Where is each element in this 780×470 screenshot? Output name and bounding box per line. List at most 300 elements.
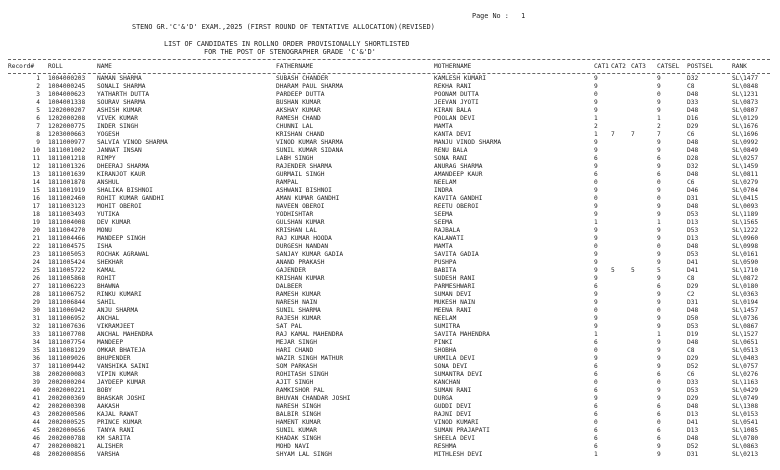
table-row bbox=[0, 227, 780, 235]
catsel-cell: 9 bbox=[657, 347, 661, 354]
fathername-cell: AJIT SINGH bbox=[276, 379, 314, 386]
table-row bbox=[0, 355, 780, 363]
cat1-cell: 6 bbox=[594, 427, 598, 434]
record-cell: 48 bbox=[32, 451, 40, 458]
mothername-cell: KANTA DEVI bbox=[434, 131, 472, 138]
cat1-cell: 2 bbox=[594, 123, 598, 130]
postsel-cell: D48 bbox=[687, 203, 699, 210]
postsel-cell: D48 bbox=[687, 171, 699, 178]
table-row bbox=[0, 363, 780, 371]
mothername-cell: SUMITRA bbox=[434, 323, 461, 330]
fathername-cell: SAT PAL bbox=[276, 323, 303, 330]
catsel-cell: 9 bbox=[657, 83, 661, 90]
table-row bbox=[0, 267, 780, 275]
name-cell: DHEERAJ SHARMA bbox=[97, 163, 150, 170]
roll-cell: 1811005722 bbox=[48, 267, 86, 274]
postsel-cell: D13 bbox=[687, 427, 699, 434]
name-cell: ROHIT bbox=[97, 275, 116, 282]
catsel-cell: 0 bbox=[657, 91, 661, 98]
fathername-cell: VINOD KUMAR SHARMA bbox=[276, 139, 344, 146]
fathername-cell: MEJAR SINGH bbox=[276, 339, 317, 346]
fathername-cell: SUBASH CHANDER bbox=[276, 75, 329, 82]
postsel-cell: D53 bbox=[687, 227, 699, 234]
record-cell: 17 bbox=[32, 203, 40, 210]
fathername-cell: DALBEER bbox=[276, 283, 303, 290]
postsel-cell: D41 bbox=[687, 259, 699, 266]
name-cell: MONU bbox=[97, 227, 112, 234]
postsel-cell: C8 bbox=[687, 83, 695, 90]
mothername-cell: SUMAN DEVI bbox=[434, 291, 472, 298]
table-row bbox=[0, 115, 780, 123]
cat1-cell: 0 bbox=[594, 379, 598, 386]
rank-cell: SL\0513 bbox=[732, 347, 759, 354]
fathername-cell: NAVEEN OBEROI bbox=[276, 203, 325, 210]
cat3-cell: 7 bbox=[631, 131, 635, 138]
rank-cell: SL\1085 bbox=[732, 427, 759, 434]
postsel-cell: D31 bbox=[687, 195, 699, 202]
roll-cell: 1811004466 bbox=[48, 235, 86, 242]
cat1-cell: 9 bbox=[594, 227, 598, 234]
catsel-cell: 0 bbox=[657, 379, 661, 386]
catsel-cell: 6 bbox=[657, 155, 661, 162]
cat2-cell: 7 bbox=[611, 131, 615, 138]
catsel-cell: 9 bbox=[657, 107, 661, 114]
fathername-cell: NARESH NAIN bbox=[276, 299, 317, 306]
fathername-cell: GAJENDER bbox=[276, 267, 306, 274]
catsel-cell: 9 bbox=[657, 211, 661, 218]
rank-cell: SL\0194 bbox=[732, 299, 759, 306]
postsel-cell: D29 bbox=[687, 123, 699, 130]
post-subtitle: FOR THE POST OF STENOGRAPHER GRADE 'C'&'D' bbox=[204, 48, 376, 56]
rank-cell: SL\0363 bbox=[732, 291, 759, 298]
catsel-cell: 0 bbox=[657, 195, 661, 202]
name-cell: NAMAN SHARMA bbox=[97, 75, 142, 82]
record-cell: 2 bbox=[36, 83, 40, 90]
roll-cell: 1811006942 bbox=[48, 307, 86, 314]
cat1-cell: 9 bbox=[594, 259, 598, 266]
rank-cell: SL\0153 bbox=[732, 411, 759, 418]
name-cell: KAJAL RAWAT bbox=[97, 411, 138, 418]
catsel-cell: 9 bbox=[657, 187, 661, 194]
cat1-cell: 9 bbox=[594, 107, 598, 114]
cat1-cell: 9 bbox=[594, 235, 598, 242]
cat1-cell: 9 bbox=[594, 187, 598, 194]
rank-cell: SL\1527 bbox=[732, 331, 759, 338]
table-row bbox=[0, 235, 780, 243]
mothername-cell: KAVITA GANDHI bbox=[434, 195, 483, 202]
catsel-cell: 9 bbox=[657, 323, 661, 330]
name-cell: ROHIT KUMAR GANDHI bbox=[97, 195, 165, 202]
catsel-cell: 0 bbox=[657, 179, 661, 186]
roll-cell: 1811005053 bbox=[48, 251, 86, 258]
mothername-cell: SUMAN PRAJAPATI bbox=[434, 427, 490, 434]
fathername-cell: RAMKISHOR PAL bbox=[276, 387, 325, 394]
cat1-cell: 9 bbox=[594, 299, 598, 306]
postsel-cell: C6 bbox=[687, 371, 695, 378]
postsel-cell: D48 bbox=[687, 339, 699, 346]
roll-cell: 1811005424 bbox=[48, 259, 86, 266]
mothername-cell: SHEELA DEVI bbox=[434, 435, 475, 442]
name-cell: VIKRAMJEET bbox=[97, 323, 135, 330]
fathername-cell: DURGESH NANDAN bbox=[276, 243, 329, 250]
postsel-cell: D31 bbox=[687, 299, 699, 306]
record-cell: 16 bbox=[32, 195, 40, 202]
rank-cell: SL\0848 bbox=[732, 83, 759, 90]
postsel-cell: C6 bbox=[687, 179, 695, 186]
roll-cell: 1811007636 bbox=[48, 323, 86, 330]
catsel-cell: 9 bbox=[657, 339, 661, 346]
col-record: Record# bbox=[8, 63, 35, 70]
cat1-cell: 1 bbox=[594, 331, 598, 338]
fathername-cell: SHYAM LAL SINGH bbox=[276, 451, 332, 458]
mothername-cell: BABITA bbox=[434, 267, 457, 274]
table-row bbox=[0, 91, 780, 99]
fathername-cell: KRISHAN KUMAR bbox=[276, 275, 325, 282]
record-cell: 42 bbox=[32, 403, 40, 410]
table-row bbox=[0, 339, 780, 347]
table-row bbox=[0, 299, 780, 307]
record-cell: 46 bbox=[32, 435, 40, 442]
roll-cell: 1811006752 bbox=[48, 291, 86, 298]
mothername-cell: INDRA bbox=[434, 187, 453, 194]
cat1-cell: 0 bbox=[594, 91, 598, 98]
mothername-cell: MAMTA bbox=[434, 243, 453, 250]
cat1-cell: 9 bbox=[594, 99, 598, 106]
roll-cell: 1811005868 bbox=[48, 275, 86, 282]
rank-cell: SL\0749 bbox=[732, 395, 759, 402]
table-row bbox=[0, 347, 780, 355]
name-cell: RIMPY bbox=[97, 155, 116, 162]
record-cell: 33 bbox=[32, 331, 40, 338]
fathername-cell: RAMESH CHAND bbox=[276, 115, 321, 122]
catsel-cell: 9 bbox=[657, 443, 661, 450]
name-cell: SHEKHAR bbox=[97, 259, 124, 266]
table-row bbox=[0, 427, 780, 435]
cat1-cell: 9 bbox=[594, 147, 598, 154]
postsel-cell: D13 bbox=[687, 411, 699, 418]
table-row bbox=[0, 371, 780, 379]
postsel-cell: D48 bbox=[687, 107, 699, 114]
mothername-cell: SONA RANI bbox=[434, 155, 468, 162]
cat1-cell: 6 bbox=[594, 171, 598, 178]
catsel-cell: 9 bbox=[657, 99, 661, 106]
name-cell: ALISHER bbox=[97, 443, 124, 450]
catsel-cell: 0 bbox=[657, 243, 661, 250]
rank-cell: SL\0590 bbox=[732, 259, 759, 266]
col-postsel: POSTSEL bbox=[687, 63, 714, 70]
roll-cell: 1811009026 bbox=[48, 355, 86, 362]
mothername-cell: MITHLESH DEVI bbox=[434, 451, 483, 458]
mothername-cell: URMILA DEVI bbox=[434, 355, 475, 362]
roll-cell: 2002000525 bbox=[48, 419, 86, 426]
postsel-cell: D48 bbox=[687, 435, 699, 442]
table-row bbox=[0, 195, 780, 203]
mothername-cell: PUSHPA bbox=[434, 259, 457, 266]
cat1-cell: 9 bbox=[594, 75, 598, 82]
catsel-cell: 9 bbox=[657, 363, 661, 370]
name-cell: YOGESH bbox=[97, 131, 120, 138]
catsel-cell: 7 bbox=[657, 131, 661, 138]
mothername-cell: NEELAM bbox=[434, 179, 457, 186]
rank-cell: SL\0279 bbox=[732, 179, 759, 186]
record-cell: 4 bbox=[36, 99, 40, 106]
fathername-cell: GURMAIL SINGH bbox=[276, 171, 325, 178]
postsel-cell: C6 bbox=[687, 131, 695, 138]
roll-cell: 2002000821 bbox=[48, 443, 86, 450]
record-cell: 24 bbox=[32, 259, 40, 266]
rank-cell: SL\0960 bbox=[732, 235, 759, 242]
postsel-cell: D16 bbox=[687, 115, 699, 122]
catsel-cell: 0 bbox=[657, 307, 661, 314]
postsel-cell: D53 bbox=[687, 387, 699, 394]
cat1-cell: 9 bbox=[594, 251, 598, 258]
postsel-cell: D32 bbox=[687, 75, 699, 82]
mothername-cell: POOLAN DEVI bbox=[434, 115, 475, 122]
mothername-cell: RENU BALA bbox=[434, 147, 468, 154]
roll-cell: 1811001002 bbox=[48, 147, 86, 154]
record-cell: 9 bbox=[36, 139, 40, 146]
fathername-cell: DHARAM PAUL SHARMA bbox=[276, 83, 344, 90]
roll-cell: 1811003123 bbox=[48, 203, 86, 210]
cat1-cell: 9 bbox=[594, 355, 598, 362]
cat1-cell: 0 bbox=[594, 307, 598, 314]
fathername-cell: HARI CHAND bbox=[276, 347, 314, 354]
name-cell: KM SARITA bbox=[97, 435, 131, 442]
table-row bbox=[0, 259, 780, 267]
rank-cell: SL\1308 bbox=[732, 403, 759, 410]
mothername-cell: SEEMA bbox=[434, 219, 453, 226]
roll-cell: 2002000506 bbox=[48, 411, 86, 418]
cat1-cell: 6 bbox=[594, 403, 598, 410]
mothername-cell: SUMANTRA DEVI bbox=[434, 371, 483, 378]
col-cat2: CAT2 bbox=[611, 63, 626, 70]
rank-cell: SL\0651 bbox=[732, 339, 759, 346]
cat1-cell: 9 bbox=[594, 395, 598, 402]
record-cell: 3 bbox=[36, 91, 40, 98]
postsel-cell: D48 bbox=[687, 91, 699, 98]
name-cell: OMKAR BHATEJA bbox=[97, 347, 146, 354]
page-number: Page No : 1 bbox=[472, 12, 526, 20]
catsel-cell: 6 bbox=[657, 371, 661, 378]
mothername-cell: RAJBALA bbox=[434, 227, 461, 234]
header-divider-top bbox=[8, 59, 770, 60]
record-cell: 41 bbox=[32, 395, 40, 402]
fathername-cell: ANAND PRAKASH bbox=[276, 259, 325, 266]
record-cell: 12 bbox=[32, 163, 40, 170]
record-cell: 8 bbox=[36, 131, 40, 138]
cat1-cell: 6 bbox=[594, 371, 598, 378]
postsel-cell: D32 bbox=[687, 163, 699, 170]
postsel-cell: D41 bbox=[687, 419, 699, 426]
rank-cell: SL\0757 bbox=[732, 363, 759, 370]
rank-cell: SL\1457 bbox=[732, 307, 759, 314]
roll-cell: 2002000788 bbox=[48, 435, 86, 442]
cat1-cell: 0 bbox=[594, 347, 598, 354]
record-cell: 11 bbox=[32, 155, 40, 162]
mothername-cell: VINOD KUMARI bbox=[434, 419, 479, 426]
postsel-cell: D48 bbox=[687, 147, 699, 154]
fathername-cell: YODHISHTAR bbox=[276, 211, 314, 218]
mothername-cell: RAJNI DEVI bbox=[434, 411, 472, 418]
record-cell: 22 bbox=[32, 243, 40, 250]
mothername-cell: DURGA bbox=[434, 395, 453, 402]
record-cell: 32 bbox=[32, 323, 40, 330]
rank-cell: SL\0849 bbox=[732, 147, 759, 154]
fathername-cell: KRISHAN LAL bbox=[276, 227, 317, 234]
cat1-cell: 1 bbox=[594, 115, 598, 122]
catsel-cell: 1 bbox=[657, 331, 661, 338]
mothername-cell: KAMLESH KUMARI bbox=[434, 75, 487, 82]
rank-cell: SL\1459 bbox=[732, 163, 759, 170]
rank-cell: SL\0257 bbox=[732, 155, 759, 162]
name-cell: SOURAV SHARMA bbox=[97, 99, 146, 106]
cat1-cell: 9 bbox=[594, 267, 598, 274]
record-cell: 19 bbox=[32, 219, 40, 226]
cat1-cell: 0 bbox=[594, 179, 598, 186]
roll-cell: 2002000398 bbox=[48, 403, 86, 410]
col-fathername: FATHERNAME bbox=[276, 63, 314, 70]
mothername-cell: MUKESH NAIN bbox=[434, 299, 475, 306]
name-cell: KIRANJOT KAUR bbox=[97, 171, 146, 178]
cat1-cell: 6 bbox=[594, 283, 598, 290]
roll-cell: 2002000204 bbox=[48, 379, 86, 386]
cat1-cell: 9 bbox=[594, 163, 598, 170]
catsel-cell: 6 bbox=[657, 411, 661, 418]
rank-cell: SL\1565 bbox=[732, 219, 759, 226]
roll-cell: 1203000663 bbox=[48, 131, 86, 138]
table-row bbox=[0, 131, 780, 139]
rank-cell: SL\0161 bbox=[732, 251, 759, 258]
roll-cell: 1811003493 bbox=[48, 211, 86, 218]
roll-cell: 1811009442 bbox=[48, 363, 86, 370]
postsel-cell: D13 bbox=[687, 235, 699, 242]
cat3-cell: 5 bbox=[631, 267, 635, 274]
header-divider-bottom bbox=[8, 73, 770, 74]
rank-cell: SL\0415 bbox=[732, 195, 759, 202]
record-cell: 7 bbox=[36, 123, 40, 130]
cat1-cell: 9 bbox=[594, 211, 598, 218]
roll-cell: 1811004008 bbox=[48, 219, 86, 226]
mothername-cell: PARMESHWARI bbox=[434, 283, 475, 290]
roll-cell: 2002000856 bbox=[48, 451, 86, 458]
record-cell: 1 bbox=[36, 75, 40, 82]
roll-cell: 2002000221 bbox=[48, 387, 86, 394]
roll-cell: 1811001218 bbox=[48, 155, 86, 162]
table-row bbox=[0, 147, 780, 155]
record-cell: 5 bbox=[36, 107, 40, 114]
catsel-cell: 9 bbox=[657, 395, 661, 402]
rank-cell: SL\0180 bbox=[732, 283, 759, 290]
name-cell: ANJU SHARMA bbox=[97, 307, 138, 314]
col-name: NAME bbox=[97, 63, 112, 70]
rank-cell: SL\1231 bbox=[732, 91, 759, 98]
table-row bbox=[0, 243, 780, 251]
catsel-cell: 9 bbox=[657, 203, 661, 210]
table-row bbox=[0, 187, 780, 195]
fathername-cell: ROHITASH SINGH bbox=[276, 371, 329, 378]
rank-cell: SL\0873 bbox=[732, 99, 759, 106]
table-row bbox=[0, 163, 780, 171]
rank-cell: SL\1189 bbox=[732, 211, 759, 218]
catsel-cell: 2 bbox=[657, 123, 661, 130]
roll-cell: 1811001919 bbox=[48, 187, 86, 194]
col-cat1: CAT1 bbox=[594, 63, 609, 70]
rank-cell: SL\0998 bbox=[732, 243, 759, 250]
fathername-cell: AKSHAY KUMAR bbox=[276, 107, 321, 114]
mothername-cell: SONA DEVI bbox=[434, 363, 468, 370]
roll-cell: 2002000083 bbox=[48, 371, 86, 378]
rank-cell: SL\0863 bbox=[732, 443, 759, 450]
name-cell: MANDEEP bbox=[97, 339, 124, 346]
record-cell: 20 bbox=[32, 227, 40, 234]
table-row bbox=[0, 179, 780, 187]
name-cell: ANCHAL MAHENDRA bbox=[97, 331, 153, 338]
name-cell: AAKASH bbox=[97, 403, 120, 410]
record-cell: 43 bbox=[32, 411, 40, 418]
cat1-cell: 0 bbox=[594, 419, 598, 426]
mothername-cell: REETU OBEROI bbox=[434, 203, 479, 210]
table-row bbox=[0, 379, 780, 387]
table-row bbox=[0, 99, 780, 107]
record-cell: 6 bbox=[36, 115, 40, 122]
col-roll: ROLL bbox=[48, 63, 63, 70]
cat1-cell: 6 bbox=[594, 411, 598, 418]
roll-cell: 1202000207 bbox=[48, 107, 86, 114]
mothername-cell: REKHA RANI bbox=[434, 83, 472, 90]
roll-cell: 1811001326 bbox=[48, 163, 86, 170]
cat1-cell: 1 bbox=[594, 131, 598, 138]
mothername-cell: RESHMA bbox=[434, 443, 457, 450]
record-cell: 28 bbox=[32, 291, 40, 298]
record-cell: 25 bbox=[32, 267, 40, 274]
table-row bbox=[0, 443, 780, 451]
rank-cell: SL\0992 bbox=[732, 139, 759, 146]
fathername-cell: MOHD NAVI bbox=[276, 443, 310, 450]
roll-cell: 1004000245 bbox=[48, 83, 86, 90]
roll-cell: 1811001878 bbox=[48, 179, 86, 186]
name-cell: VIPIN KUMAR bbox=[97, 371, 138, 378]
fathername-cell: RAJ KUMAR HOODA bbox=[276, 235, 332, 242]
postsel-cell: D50 bbox=[687, 315, 699, 322]
mothername-cell: MEENA RANI bbox=[434, 307, 472, 314]
cat1-cell: 6 bbox=[594, 339, 598, 346]
list-subtitle: LIST OF CANDIDATES IN ROLLNO ORDER PROVISIONALLY SHORTLISTED bbox=[164, 40, 410, 48]
postsel-cell: D13 bbox=[687, 219, 699, 226]
name-cell: YATHARTH DUTTA bbox=[97, 91, 150, 98]
fathername-cell: SUNIL KUMAR SIDANA bbox=[276, 147, 344, 154]
cat1-cell: 9 bbox=[594, 323, 598, 330]
record-cell: 34 bbox=[32, 339, 40, 346]
catsel-cell: 9 bbox=[657, 235, 661, 242]
roll-cell: 1811001639 bbox=[48, 171, 86, 178]
cat1-cell: 6 bbox=[594, 443, 598, 450]
mothername-cell: MANJU VINOD SHARMA bbox=[434, 139, 502, 146]
cat1-cell: 0 bbox=[594, 243, 598, 250]
mothername-cell: ANURAG SHARMA bbox=[434, 163, 483, 170]
name-cell: VARSHA bbox=[97, 451, 120, 458]
table-row bbox=[0, 307, 780, 315]
name-cell: TANYA RANI bbox=[97, 427, 135, 434]
postsel-cell: D46 bbox=[687, 187, 699, 194]
rank-cell: SL\0541 bbox=[732, 419, 759, 426]
fathername-cell: RAJ KAMAL MAHENDRA bbox=[276, 331, 344, 338]
mothername-cell: SAVITA GADIA bbox=[434, 251, 479, 258]
fathername-cell: AMAN KUMAR GANDHI bbox=[276, 195, 340, 202]
roll-cell: 1202000775 bbox=[48, 123, 86, 130]
rank-cell: SL\0429 bbox=[732, 387, 759, 394]
catsel-cell: 9 bbox=[657, 451, 661, 458]
roll-cell: 1004000623 bbox=[48, 91, 86, 98]
